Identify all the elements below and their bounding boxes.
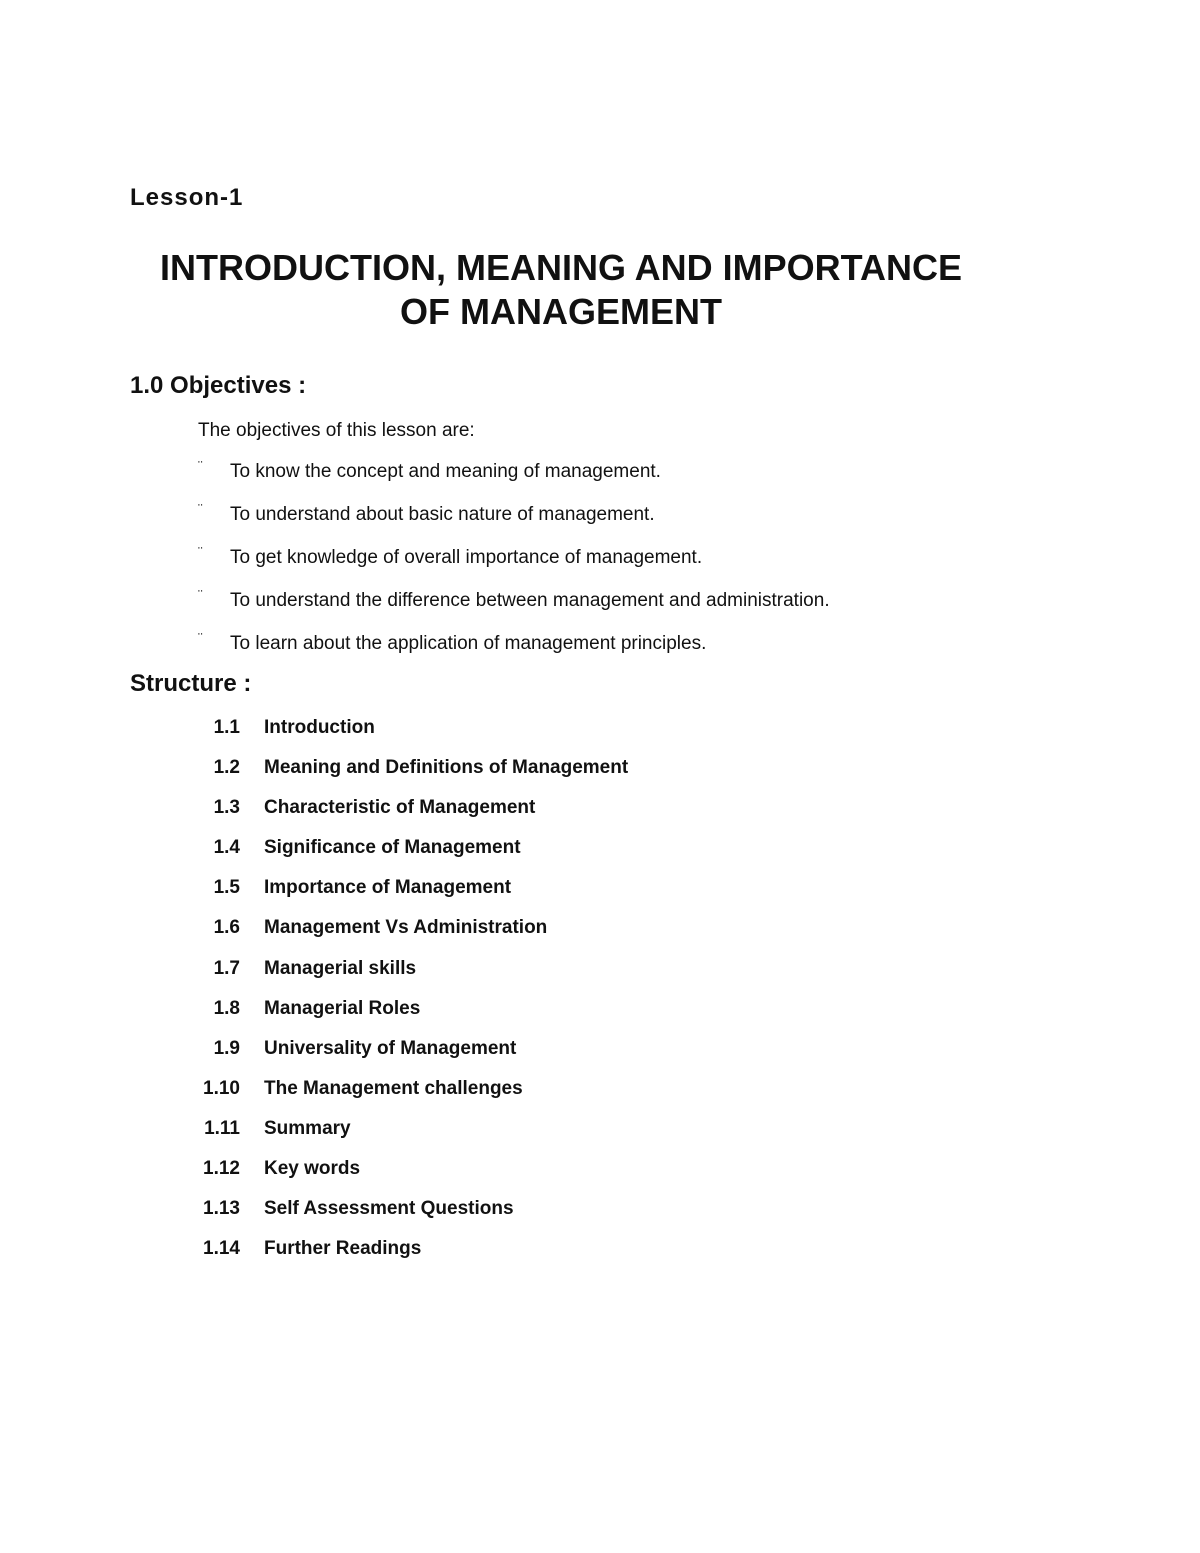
- structure-item-title: Summary: [264, 1117, 351, 1139]
- structure-item-number: 1.13: [203, 1198, 240, 1220]
- structure-item-number: 1.11: [204, 1117, 240, 1139]
- structure-item-title: Self Assessment Questions: [264, 1198, 514, 1220]
- bullet-icon: ¨: [198, 544, 202, 560]
- bullet-icon: ¨: [198, 630, 202, 646]
- structure-item-number: 1.10: [203, 1077, 240, 1099]
- objective-text: To get knowledge of overall importance of management.: [230, 547, 703, 568]
- structure-item-number: 1.3: [213, 797, 240, 819]
- structure-item-title: The Management challenges: [264, 1077, 523, 1099]
- structure-item-number: 1.9: [213, 1037, 240, 1059]
- structure-item-number: 1.1: [213, 717, 240, 738]
- structure-item-title: Introduction: [264, 717, 375, 738]
- structure-item-title: Characteristic of Management: [264, 797, 536, 819]
- page-title-line-2: OF MANAGEMENT: [400, 291, 722, 332]
- objective-text: To understand the difference between management and administration.: [230, 590, 830, 611]
- structure-item-number: 1.6: [213, 917, 240, 939]
- structure-item-title: Meaning and Definitions of Management: [264, 757, 629, 779]
- structure-item-title: Management Vs Administration: [264, 917, 548, 939]
- structure-heading: Structure :: [130, 670, 252, 697]
- bullet-icon: ¨: [198, 587, 202, 603]
- structure-item-number: 1.12: [203, 1158, 240, 1180]
- objective-text: To learn about the application of management principles.: [230, 633, 707, 654]
- structure-item-title: Key words: [264, 1158, 361, 1180]
- structure-item-title: Managerial skills: [264, 957, 417, 979]
- structure-item-number: 1.2: [213, 757, 240, 779]
- objectives-heading: 1.0 Objectives :: [130, 372, 307, 399]
- structure-item-number: 1.5: [213, 877, 240, 899]
- objective-text: To understand about basic nature of management.: [230, 504, 655, 525]
- structure-item-number: 1.8: [213, 997, 240, 1019]
- structure-item-number: 1.7: [213, 957, 240, 979]
- lesson-label: Lesson-1: [130, 184, 244, 211]
- bullet-icon: ¨: [198, 501, 202, 517]
- page-title-line-1: INTRODUCTION, MEANING AND IMPORTANCE: [160, 247, 962, 288]
- structure-item-title: Universality of Management: [264, 1037, 517, 1059]
- structure-item-number: 1.14: [203, 1238, 240, 1260]
- structure-item-number: 1.4: [213, 837, 240, 859]
- structure-item-title: Importance of Management: [264, 877, 512, 899]
- bullet-icon: ¨: [198, 458, 202, 474]
- page-title: [100, 246, 1022, 334]
- objective-text: To know the concept and meaning of management.: [230, 461, 661, 482]
- structure-item-title: Managerial Roles: [264, 997, 421, 1019]
- structure-item-title: Further Readings: [264, 1238, 422, 1260]
- objectives-intro: The objectives of this lesson are:: [198, 420, 475, 441]
- structure-item-title: Significance of Management: [264, 837, 521, 859]
